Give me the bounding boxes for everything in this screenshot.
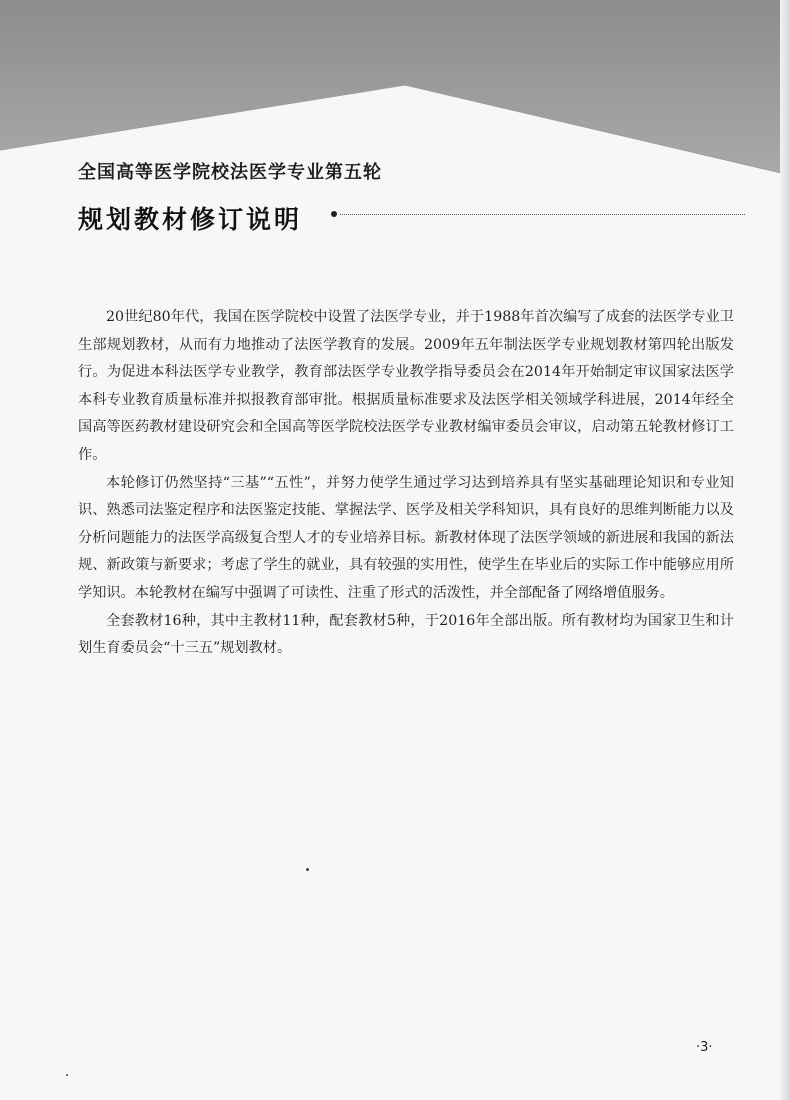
print-speck	[66, 1074, 68, 1076]
title-dotted-leader	[340, 214, 745, 215]
body-text	[78, 304, 734, 663]
paragraph-3: 全套教材16种，其中主教材11种，配套教材5种，于2016年全部出版。所有教材均为国家卫生和计划生育委员会“十三五”规划教材。	[78, 612, 734, 657]
title-bullet-dot	[331, 211, 337, 217]
section-title-line-1: 全国高等医学院校法医学专业第五轮	[78, 162, 382, 183]
section-title-line-2: 规划教材修订说明	[78, 205, 303, 234]
page-edge-shadow	[780, 0, 790, 1100]
print-speck	[306, 868, 309, 871]
page-number: ·3·	[696, 1040, 713, 1055]
paragraph-1: 20世纪80年代，我国在医学院校中设置了法医学专业，并于1988年首次编写了成套的法医学专业卫生部规划教材，从而有力地推动了法医学教育的发展。2009年五年制法医学专业规划教材第四轮出版发行。为促进本科法医学专业教学，教育部法医学专业教学指导委员会在2014年开始制定审议国家法医学本科专业教育质量标准并拟报教育部审批。根据质量标准要求及法医学相关领域学科进展，2014年经全国高等医药教材建设研究会和全国高等医学院校法医学专业教材编审委员会审议，启动第五轮教材修订工作。	[78, 309, 734, 463]
paragraph-2: 本轮修订仍然坚持“三基”“五性”，并努力使学生通过学习达到培养具有坚实基础理论知识和专业知识、熟悉司法鉴定程序和法医鉴定技能、掌握法学、医学及相关学科知识，具有良好的思维判断能力以及分析问题能力的法医学高级复合型人才的专业培养目标。新教材体现了法医学领域的新进展和我国的新法规、新政策与新要求；考虑了学生的就业，具有较强的实用性，使学生在毕业后的实际工作中能够应用所学知识。本轮教材在编写中强调了可读性、注重了形式的活泼性，并全部配备了网络增值服务。	[78, 474, 734, 601]
